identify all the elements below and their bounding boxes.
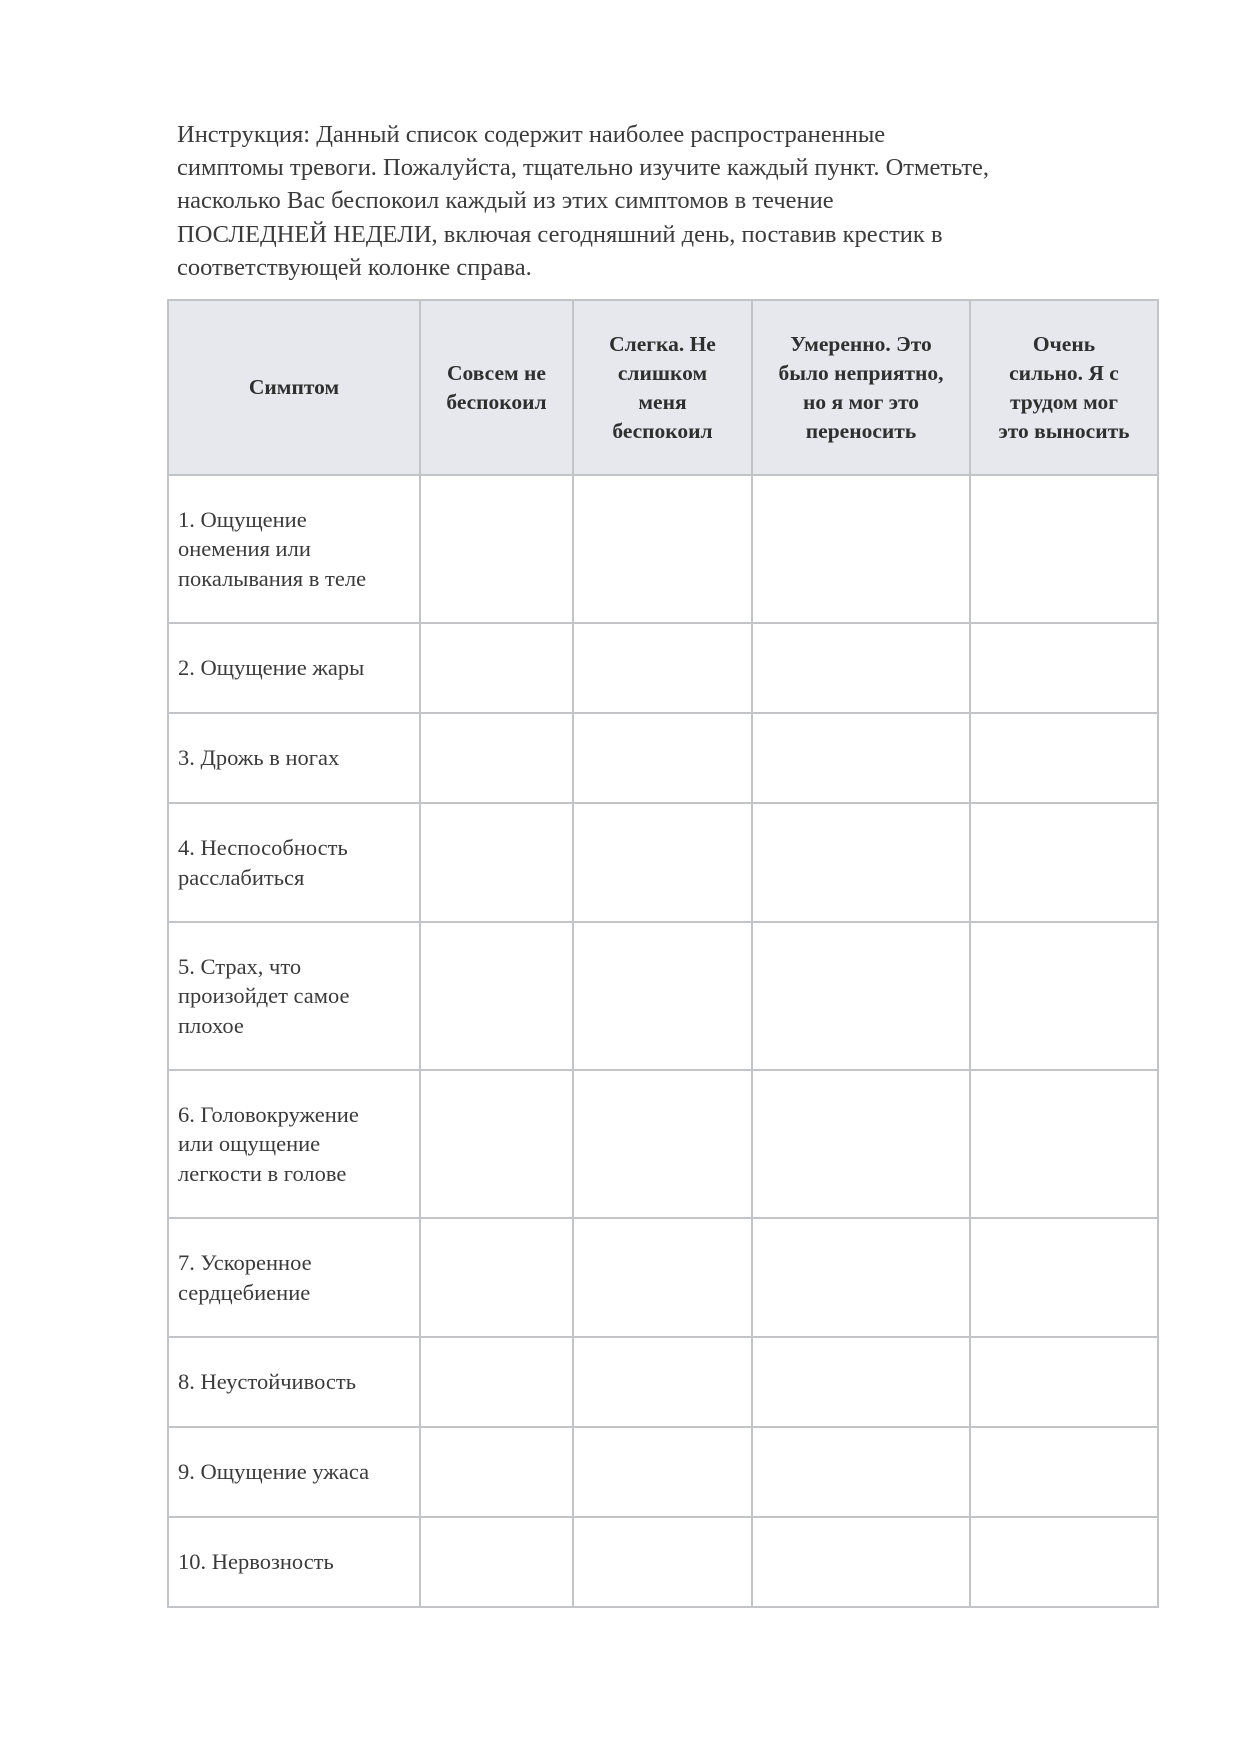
answer-cell-not-at-all[interactable] bbox=[420, 623, 573, 713]
answer-cell-severely[interactable] bbox=[970, 1337, 1158, 1427]
answer-cell-mildly[interactable] bbox=[573, 1427, 752, 1517]
symptom-label: 10. Нервозность bbox=[168, 1517, 420, 1607]
answer-cell-mildly[interactable] bbox=[573, 713, 752, 803]
answer-cell-mildly[interactable] bbox=[573, 922, 752, 1070]
table-row bbox=[168, 1218, 1158, 1337]
header-symptom: Симптом bbox=[168, 300, 420, 475]
answer-cell-mildly[interactable] bbox=[573, 475, 752, 623]
answer-cell-mildly[interactable] bbox=[573, 803, 752, 922]
answer-cell-moderately[interactable] bbox=[752, 1218, 970, 1337]
answer-cell-mildly[interactable] bbox=[573, 623, 752, 713]
symptom-label: 9. Ощущение ужаса bbox=[168, 1427, 420, 1517]
answer-cell-severely[interactable] bbox=[970, 1218, 1158, 1337]
header-not-at-all: Совсем не беспокоил bbox=[420, 300, 573, 475]
answer-cell-severely[interactable] bbox=[970, 623, 1158, 713]
table-row bbox=[168, 475, 1158, 623]
answer-cell-not-at-all[interactable] bbox=[420, 1337, 573, 1427]
header-mildly: Слегка. Не слишком меня беспокоил bbox=[573, 300, 752, 475]
answer-cell-moderately[interactable] bbox=[752, 1427, 970, 1517]
header-row bbox=[168, 300, 1158, 475]
answer-cell-severely[interactable] bbox=[970, 475, 1158, 623]
answer-cell-not-at-all[interactable] bbox=[420, 803, 573, 922]
symptom-label: 6. Головокружение или ощущение легкости в голове bbox=[168, 1070, 420, 1218]
instruction-text: Инструкция: Данный список содержит наиболее распространенные симптомы тревоги. Пожалуйста, тщательно изучите каждый пункт. Отметьте, насколько Вас беспокоил каждый из этих симптомов в течение ПОСЛЕДНЕЙ НЕДЕЛИ, включая сегодняшний день, поставив крестик в соответствующей колонке справа. bbox=[177, 121, 990, 281]
answer-cell-moderately[interactable] bbox=[752, 623, 970, 713]
answer-cell-severely[interactable] bbox=[970, 922, 1158, 1070]
table-row bbox=[168, 803, 1158, 922]
symptom-label: 4. Неспособность расслабиться bbox=[168, 803, 420, 922]
answer-cell-not-at-all[interactable] bbox=[420, 475, 573, 623]
answer-cell-severely[interactable] bbox=[970, 1070, 1158, 1218]
answer-cell-not-at-all[interactable] bbox=[420, 1427, 573, 1517]
answer-cell-moderately[interactable] bbox=[752, 1070, 970, 1218]
symptom-label: 7. Ускоренное сердцебиение bbox=[168, 1218, 420, 1337]
symptom-label: 1. Ощущение онемения или покалывания в теле bbox=[168, 475, 420, 623]
symptom-label: 5. Страх, что произойдет самое плохое bbox=[168, 922, 420, 1070]
answer-cell-severely[interactable] bbox=[970, 713, 1158, 803]
answer-cell-moderately[interactable] bbox=[752, 803, 970, 922]
table-row bbox=[168, 623, 1158, 713]
answer-cell-not-at-all[interactable] bbox=[420, 1070, 573, 1218]
header-moderately: Умеренно. Это было неприятно, но я мог это переносить bbox=[752, 300, 970, 475]
answer-cell-not-at-all[interactable] bbox=[420, 1517, 573, 1607]
answer-cell-mildly[interactable] bbox=[573, 1517, 752, 1607]
header-severely: Очень сильно. Я с трудом мог это выносить bbox=[970, 300, 1158, 475]
table-row bbox=[168, 1427, 1158, 1517]
answer-cell-severely[interactable] bbox=[970, 1427, 1158, 1517]
answer-cell-mildly[interactable] bbox=[573, 1070, 752, 1218]
table-row bbox=[168, 1070, 1158, 1218]
answer-cell-moderately[interactable] bbox=[752, 475, 970, 623]
answer-cell-moderately[interactable] bbox=[752, 1337, 970, 1427]
answer-cell-severely[interactable] bbox=[970, 1517, 1158, 1607]
answer-cell-moderately[interactable] bbox=[752, 922, 970, 1070]
answer-cell-not-at-all[interactable] bbox=[420, 922, 573, 1070]
symptom-table bbox=[167, 299, 1159, 1608]
answer-cell-not-at-all[interactable] bbox=[420, 1218, 573, 1337]
symptom-label: 2. Ощущение жары bbox=[168, 623, 420, 713]
symptom-label: 8. Неустойчивость bbox=[168, 1337, 420, 1427]
table-row bbox=[168, 1337, 1158, 1427]
answer-cell-moderately[interactable] bbox=[752, 1517, 970, 1607]
table-row bbox=[168, 713, 1158, 803]
answer-cell-moderately[interactable] bbox=[752, 713, 970, 803]
symptom-label: 3. Дрожь в ногах bbox=[168, 713, 420, 803]
table-row bbox=[168, 1517, 1158, 1607]
table-row bbox=[168, 922, 1158, 1070]
answer-cell-mildly[interactable] bbox=[573, 1337, 752, 1427]
answer-cell-not-at-all[interactable] bbox=[420, 713, 573, 803]
answer-cell-mildly[interactable] bbox=[573, 1218, 752, 1337]
answer-cell-severely[interactable] bbox=[970, 803, 1158, 922]
